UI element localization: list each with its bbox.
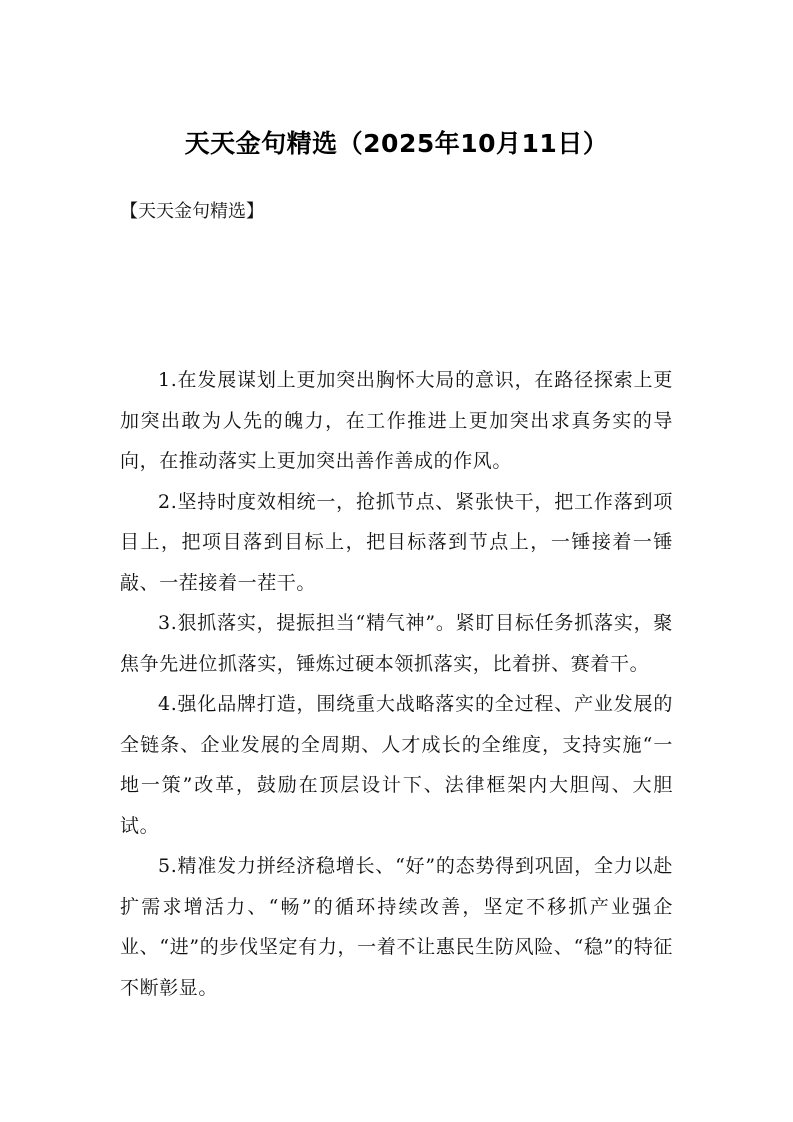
paragraph: 3.狠抓落实，提振担当“精气神”。紧盯目标任务抓落实，聚焦争先进位抓落实，锤炼过硬本领抓落实，比着拼、赛着干。: [120, 612, 673, 675]
paragraph: 5.精准发力拼经济稳增长、“好”的态势得到巩固，全力以赴扩需求增活力、“畅”的循环持续改善，坚定不移抓产业强企业、“进”的步伐坚定有力，一着不让惠民生防风险、“稳”的特征不断彰显。: [120, 855, 673, 999]
document-body: [120, 360, 673, 1008]
paragraph: 2.坚持时度效相统一，抢抓节点、紧张快干，把工作落到项目上，把项目落到目标上，把目标落到节点上，一锤接着一锤敲、一茬接着一茬干。: [120, 490, 673, 594]
page-title: 天天金句精选（2025年10月11日）: [184, 129, 609, 158]
paragraph: 4.强化品牌打造，围绕重大战略落实的全过程、产业发展的全链条、企业发展的全周期、人才成长的全维度，支持实施“一地一策”改革，鼓励在顶层设计下、法律框架内大胆闯、大胆试。: [120, 693, 673, 837]
paragraph: 1.在发展谋划上更加突出胸怀大局的意识，在路径探索上更加突出敢为人先的魄力，在工作推进上更加突出求真务实的导向，在推动落实上更加突出善作善成的作风。: [120, 369, 673, 472]
section-label: 【天天金句精选】: [120, 201, 264, 222]
